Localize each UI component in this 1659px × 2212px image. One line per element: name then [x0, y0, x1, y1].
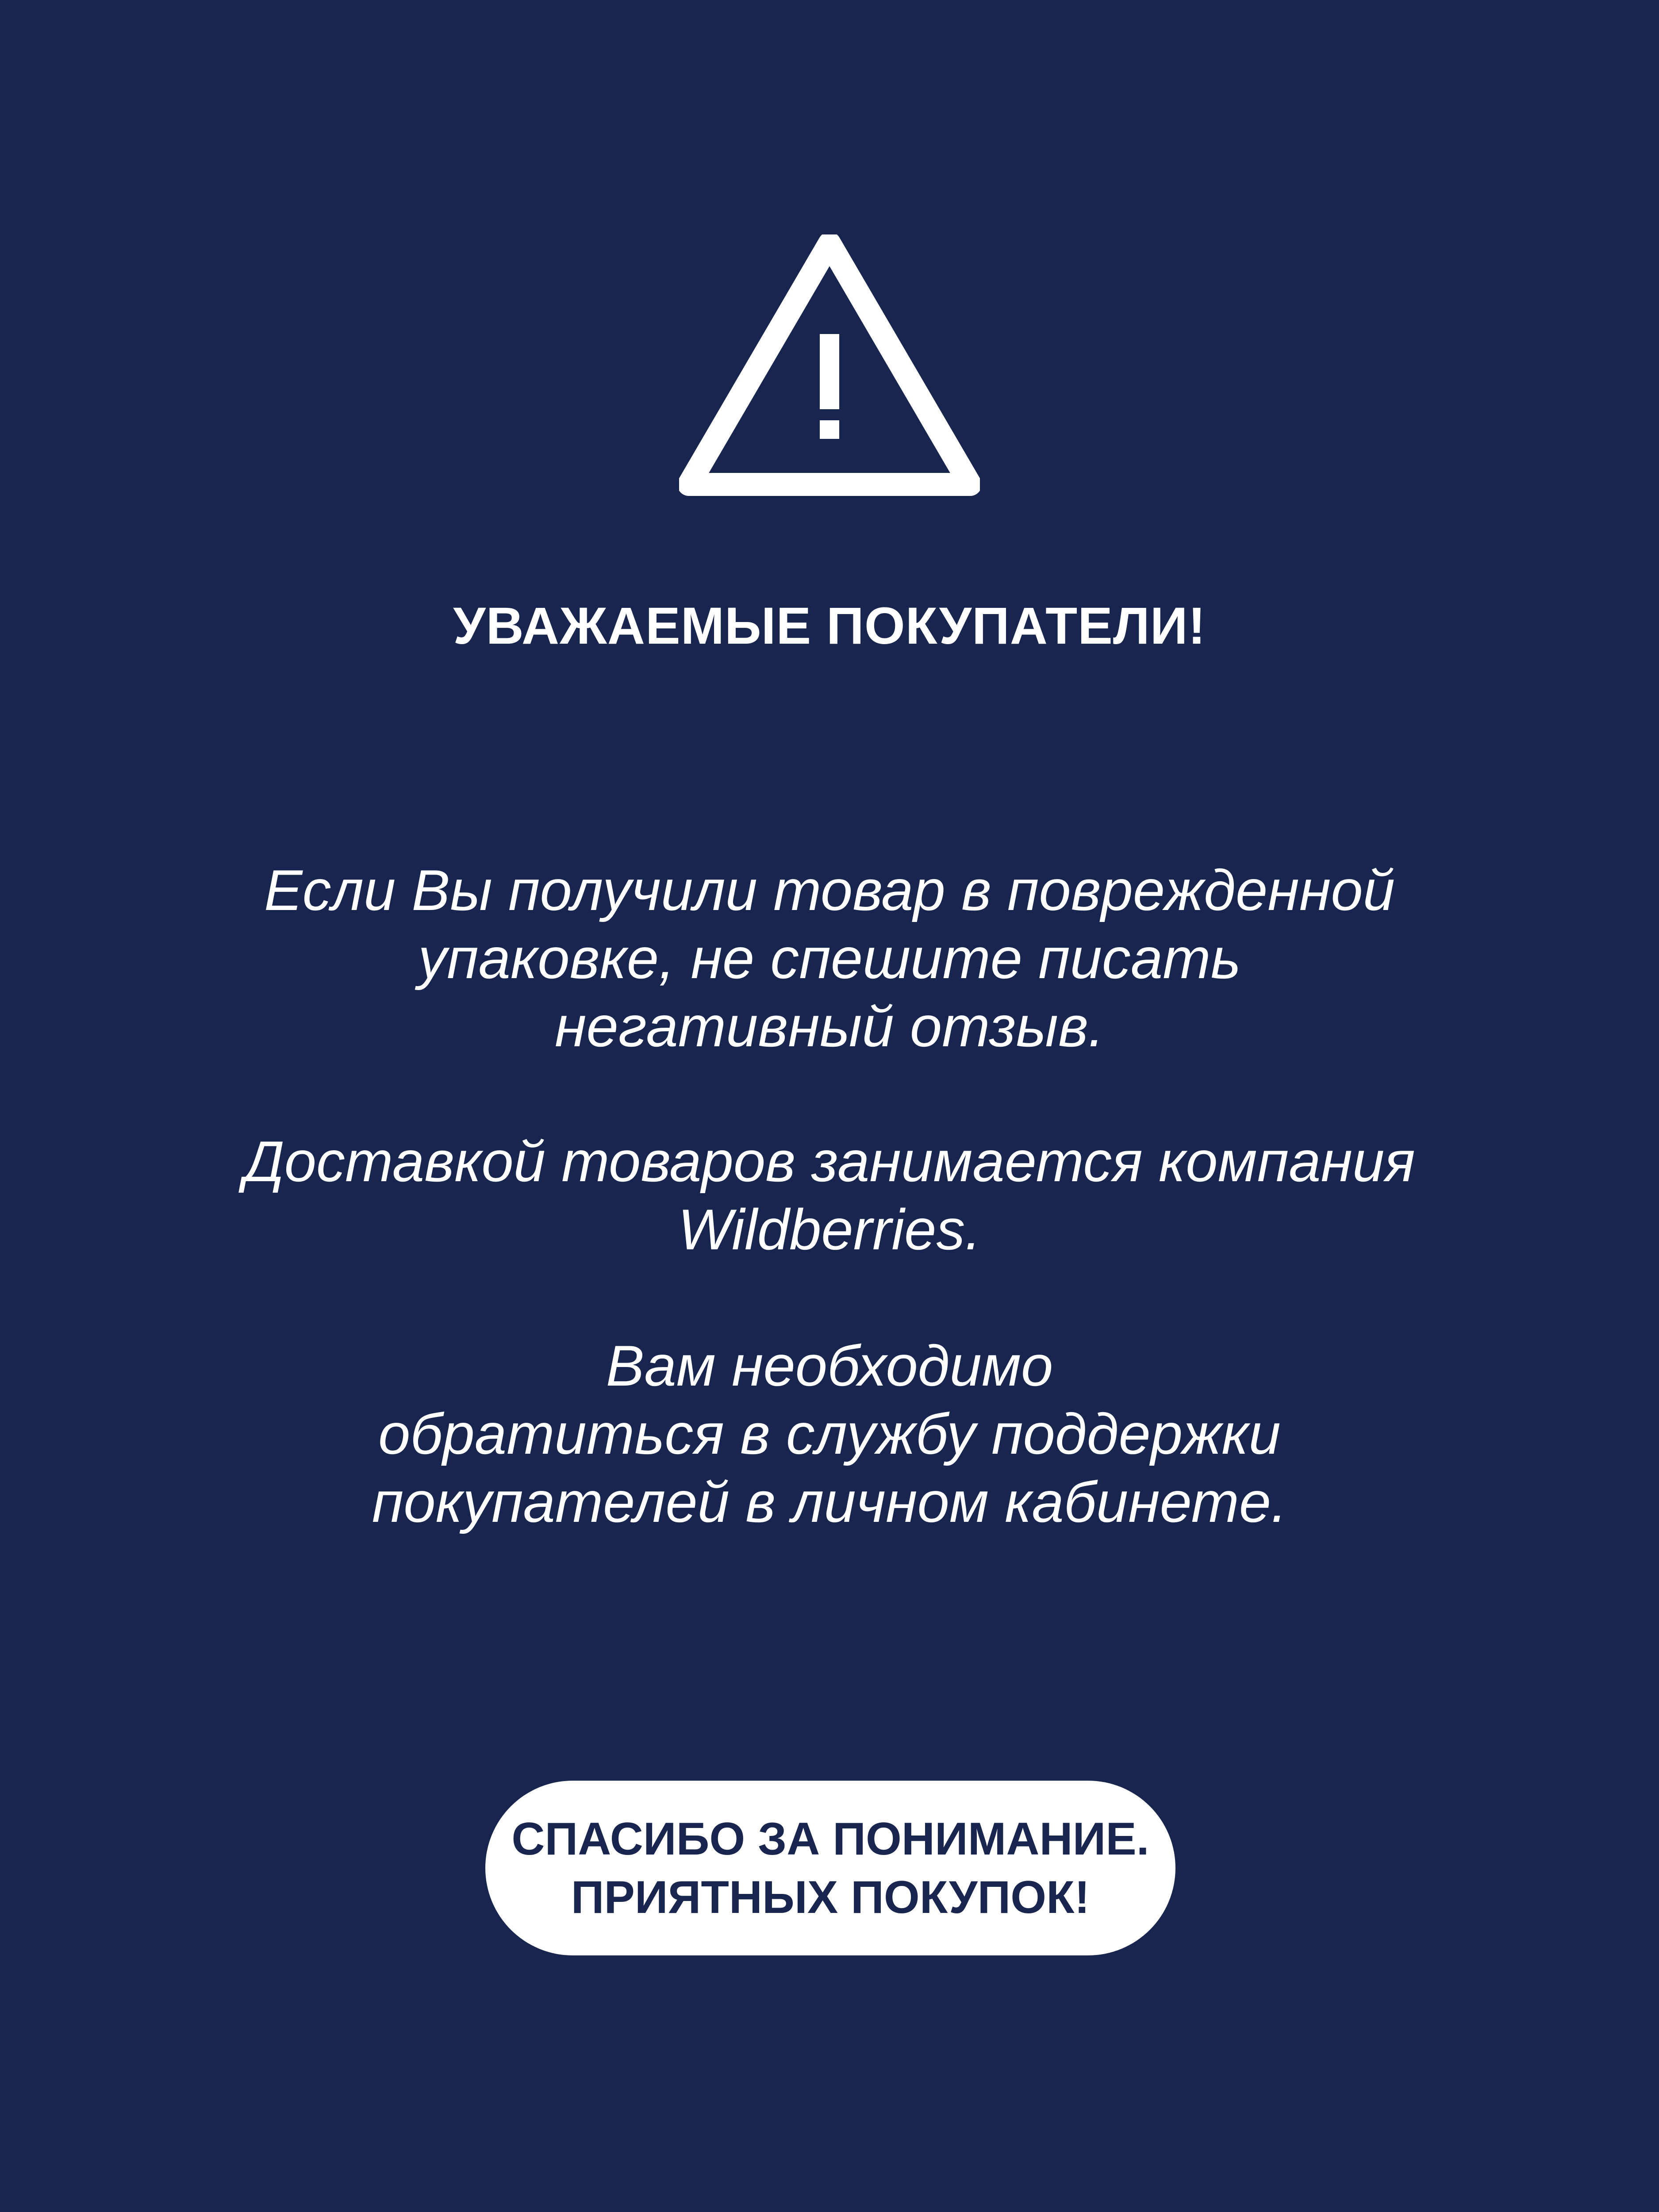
message-paragraph-delivery	[166, 1127, 1493, 1263]
exclamation-dot	[820, 420, 839, 439]
thanks-line: СПАСИБО ЗА ПОНИМАНИЕ.	[511, 1813, 1149, 1865]
message-paragraph-support	[166, 1332, 1493, 1536]
message-paragraph-damaged-package	[166, 856, 1493, 1060]
message-line: Если Вы получили товар в поврежденной	[264, 858, 1395, 922]
message-line: Вам необходимо	[606, 1333, 1053, 1398]
message-line: Wildberries.	[678, 1197, 981, 1262]
message-line: негативный отзыв.	[554, 994, 1105, 1059]
warning-triangle-icon	[679, 234, 980, 500]
thanks-badge	[485, 1781, 1175, 1955]
message-line: обратиться в службу поддержки	[378, 1402, 1281, 1466]
message-line: Доставкой товаров занимается компания	[244, 1129, 1415, 1194]
page-title: УВАЖАЕМЫЕ ПОКУПАТЕЛИ!	[453, 597, 1206, 655]
message-line: покупателей в личном кабинете.	[372, 1470, 1287, 1534]
exclamation-bar	[820, 334, 839, 409]
message-line: упаковке, не спешите писать	[418, 926, 1241, 991]
thanks-line: ПРИЯТНЫХ ПОКУПОК!	[571, 1871, 1090, 1923]
